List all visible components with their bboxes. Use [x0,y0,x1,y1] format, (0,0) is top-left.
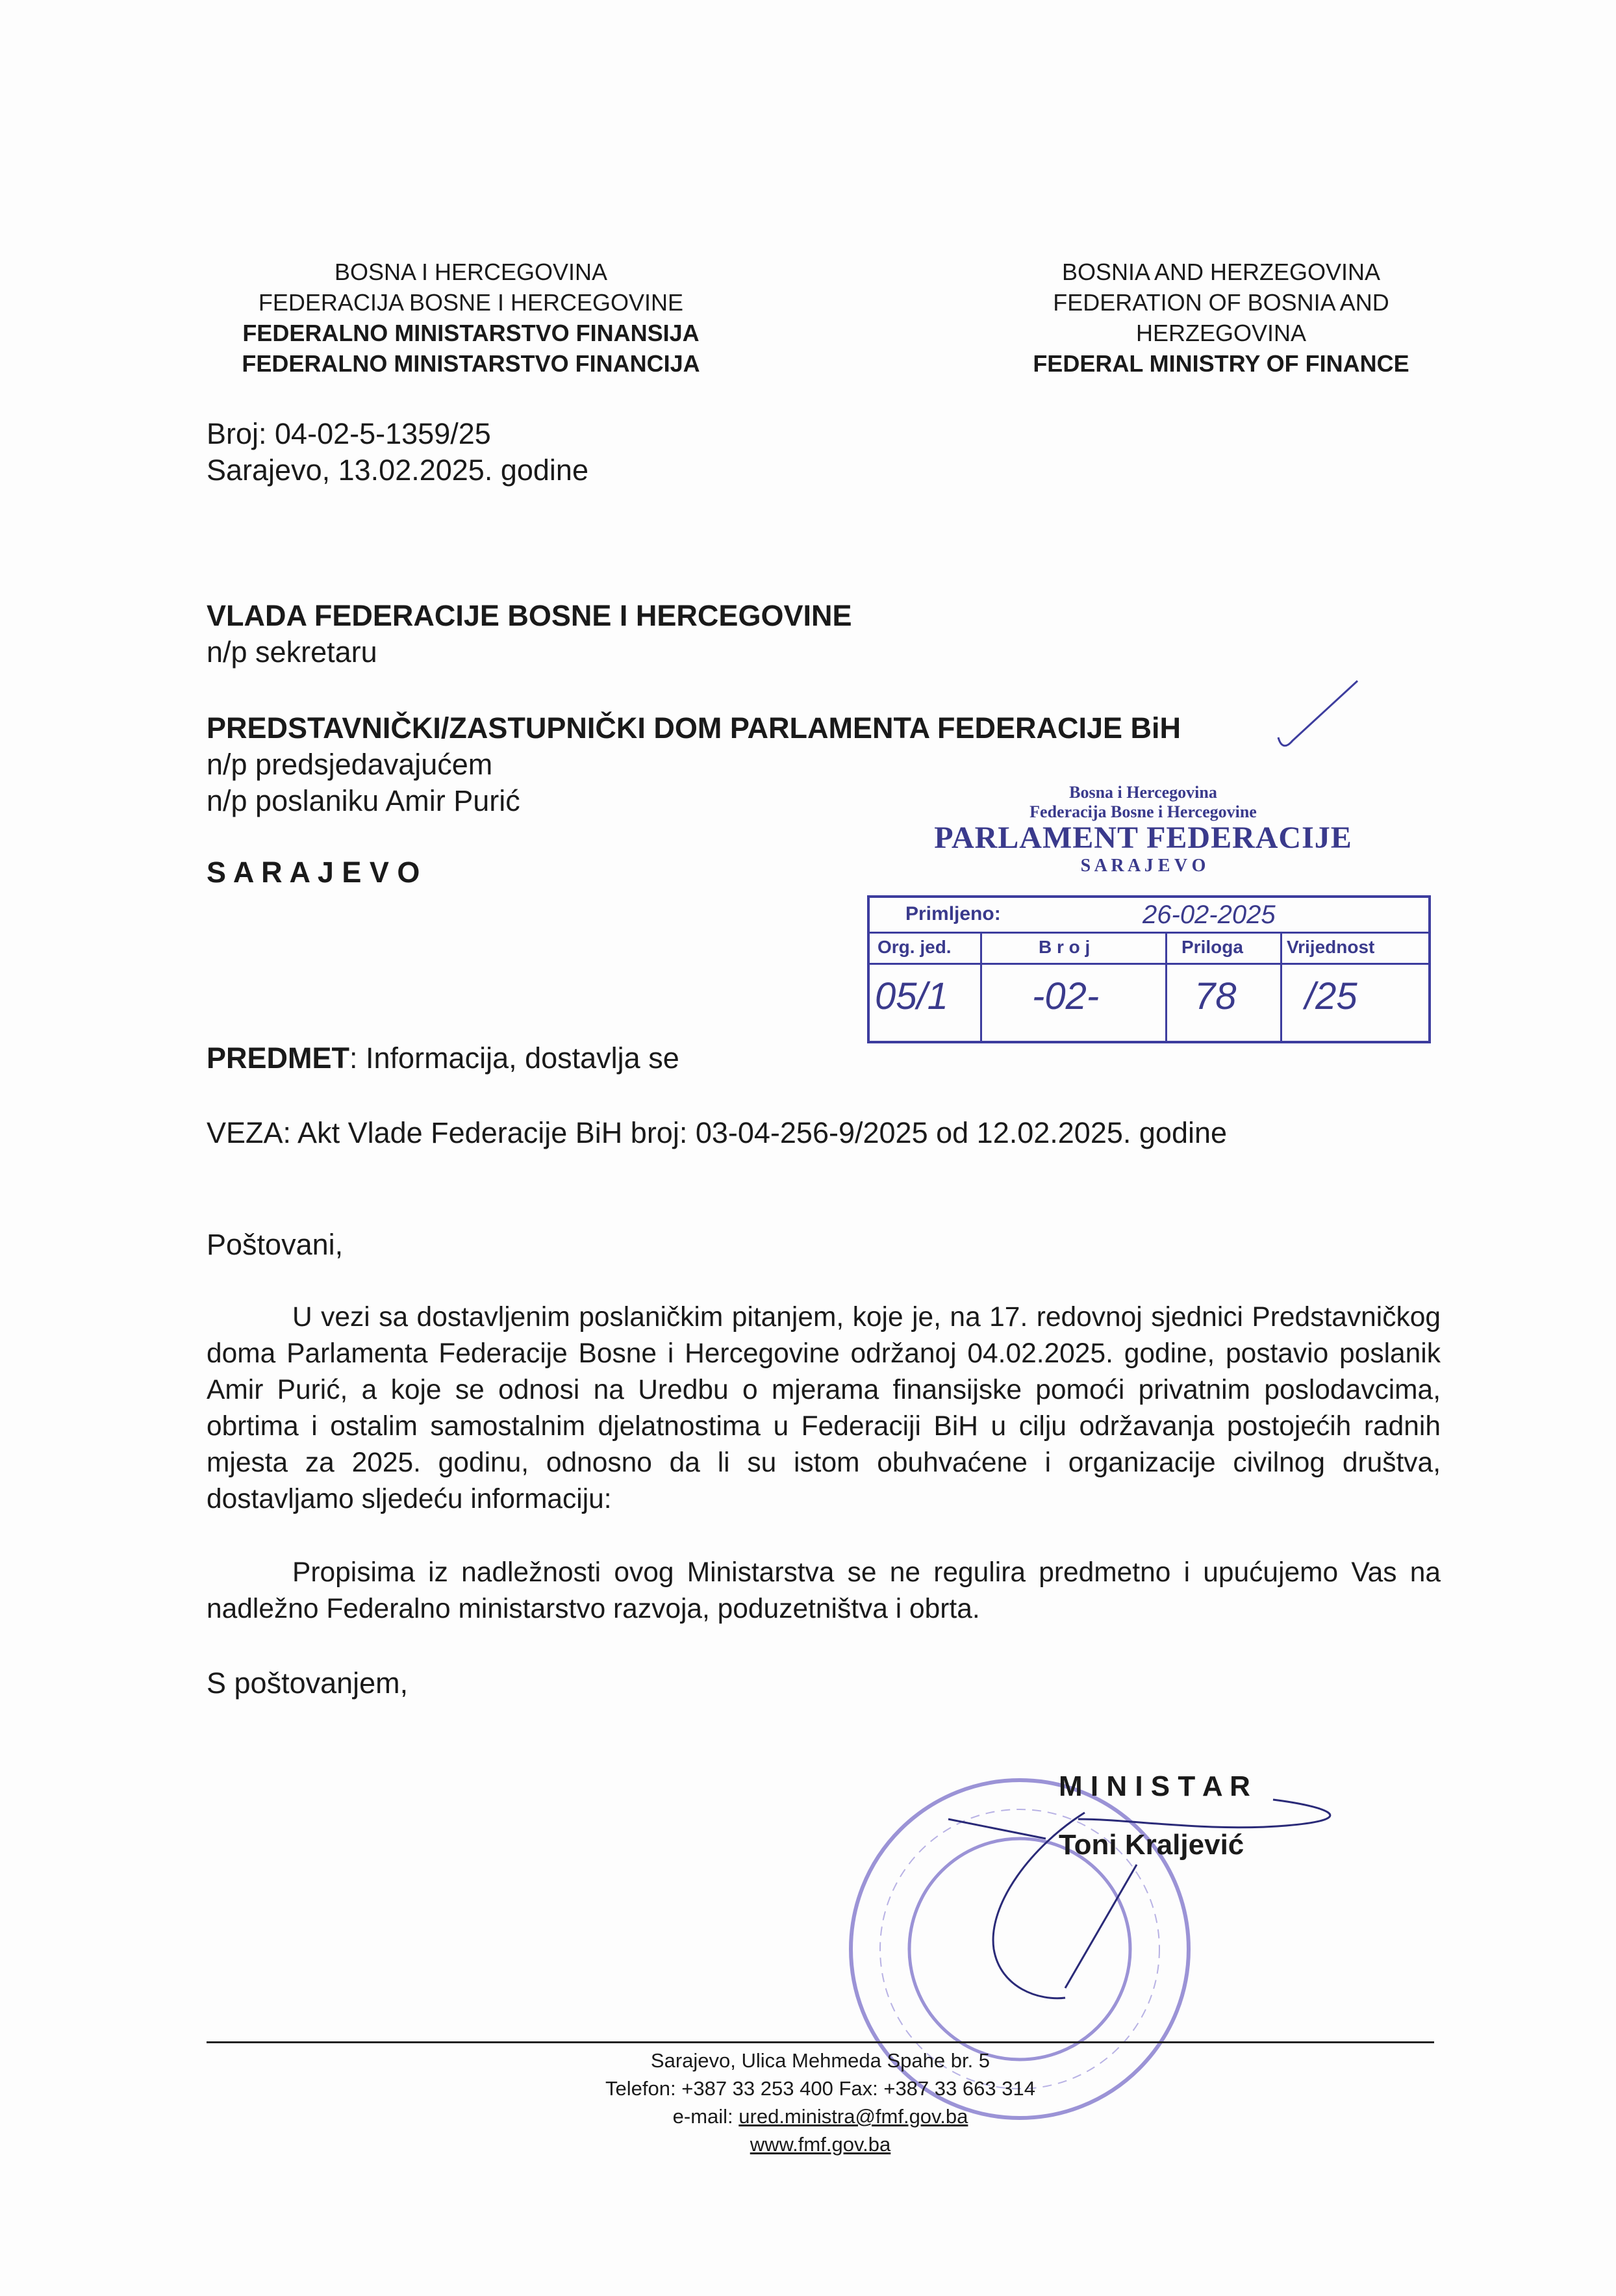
stamp-col-number: B r o j [1039,937,1091,957]
stamp-col-attachments: Priloga [1181,937,1243,957]
subject-label: PREDMET [207,1041,350,1075]
footer-address: Sarajevo, Ulica Mehmeda Spahe br. 5 [650,2049,991,2072]
header-right-line3: HERZEGOVINA [1135,320,1307,346]
reception-stamp [857,783,1429,878]
stamp-val-attachments: 78 [1194,975,1237,1017]
stamp-received-label: Primljeno: [905,903,1001,925]
footer-email-label: e-mail: [672,2105,739,2128]
footer [207,2047,1434,2158]
header-right-line2: FEDERATION OF BOSNIA AND [1053,289,1389,316]
header-right-line1: BOSNIA AND HERZEGOVINA [1061,259,1381,285]
subject-text: : Informacija, dostavlja se [349,1041,679,1075]
stamp-val-value: /25 [1305,975,1357,1017]
header-left-line3: FEDERALNO MINISTARSTVO FINANSIJA [242,320,700,346]
stamp-line3: PARLAMENT FEDERACIJE [934,821,1352,855]
header-left-line2: FEDERACIJA BOSNE I HERCEGOVINE [258,289,684,316]
stamp-line1: Bosna i Hercegovina [1069,783,1217,802]
stamp-line4: S A R A J E V O [1080,856,1206,876]
reference-block [207,416,588,489]
stamp-col-org: Org. jed. [877,937,952,957]
subject-line [207,1040,679,1077]
recipient-2-name: PREDSTAVNIČKI/ZASTUPNIČKI DOM PARLAMENTA FEDERACIJE BiH [207,711,1181,745]
reception-stamp-table [867,895,1431,1043]
recipient-2-attn2: n/p poslaniku Amir Purić [207,784,520,817]
salutation: Poštovani, [207,1228,344,1261]
footer-web-link[interactable]: www.fmf.gov.ba [750,2133,891,2156]
footer-email-line [207,2102,1434,2130]
footer-phone: Telefon: +387 33 253 400 Fax: +387 33 663 314 [605,2077,1035,2100]
signature-title: M I N I S T A R [1059,1770,1250,1802]
reference-number: Broj: 04-02-5-1359/25 [207,417,491,450]
stamp-val-org: 05/1 [875,975,948,1017]
header-right-line4: FEDERAL MINISTRY OF FINANCE [1033,350,1409,377]
stamp-col-value: Vrijednost [1287,937,1375,957]
header-left-line4: FEDERALNO MINISTARSTVO FINANCIJA [242,350,700,377]
recipient-1-attn: n/p sekretaru [207,635,377,669]
paragraph-2: Propisima iz nadležnosti ovog Ministarstva se ne regulira predmetno i upućujemo Vas na nadležno Federalno ministarstvo razvoja, poduzetništva i obrta. [207,1557,1441,1624]
recipient-1 [207,598,852,670]
stamp-val-number: -02- [1032,975,1100,1017]
header-left [195,257,747,379]
signature-name: Toni Kraljević [1059,1829,1244,1861]
closing: S poštovanjem, [207,1666,409,1700]
recipient-2-attn1: n/p predsjedavajućem [207,748,493,781]
stamp-received-date: 26-02-2025 [1143,900,1276,929]
handwritten-signature-icon [870,1774,1403,2021]
footer-divider [207,2041,1434,2043]
paragraph-1: U vezi sa dostavljenim poslaničkim pitanjem, koje je, na 17. redovnoj sjednici Predstavničkog doma Parlamenta Federacije Bosne i Hercegovine održanoj 04.02.2025. godine, postavio poslanik Amir Purić, a koje se odnosi na Uredbu o mjerama finansijske pomoći privatnim poslodavcima, obrtima i ostalim samostalnim djelatnostima u Federaciji BiH u cilju održavanja postojećih radnih mjesta za 2025. godinu, odnosno da li su istom obuhvaćene i organizacije civilnog društva, dostavljamo sljedeću informaciju: [207,1302,1441,1514]
recipient-city: S A R A J E V O [207,856,420,889]
header-left-line1: BOSNA I HERCEGOVINA [334,259,608,285]
recipient-1-name: VLADA FEDERACIJE BOSNE I HERCEGOVINE [207,599,852,632]
stamp-line2: Federacija Bosne i Hercegovine [1029,802,1257,821]
checkmark-icon [1273,676,1364,754]
reference-place-date: Sarajevo, 13.02.2025. godine [207,453,588,487]
footer-email-link[interactable]: ured.ministra@fmf.gov.ba [739,2105,968,2128]
header-right [1000,257,1442,379]
link-line: VEZA: Akt Vlade Federacije BiH broj: 03-04-256-9/2025 od 12.02.2025. godine [207,1116,1228,1149]
